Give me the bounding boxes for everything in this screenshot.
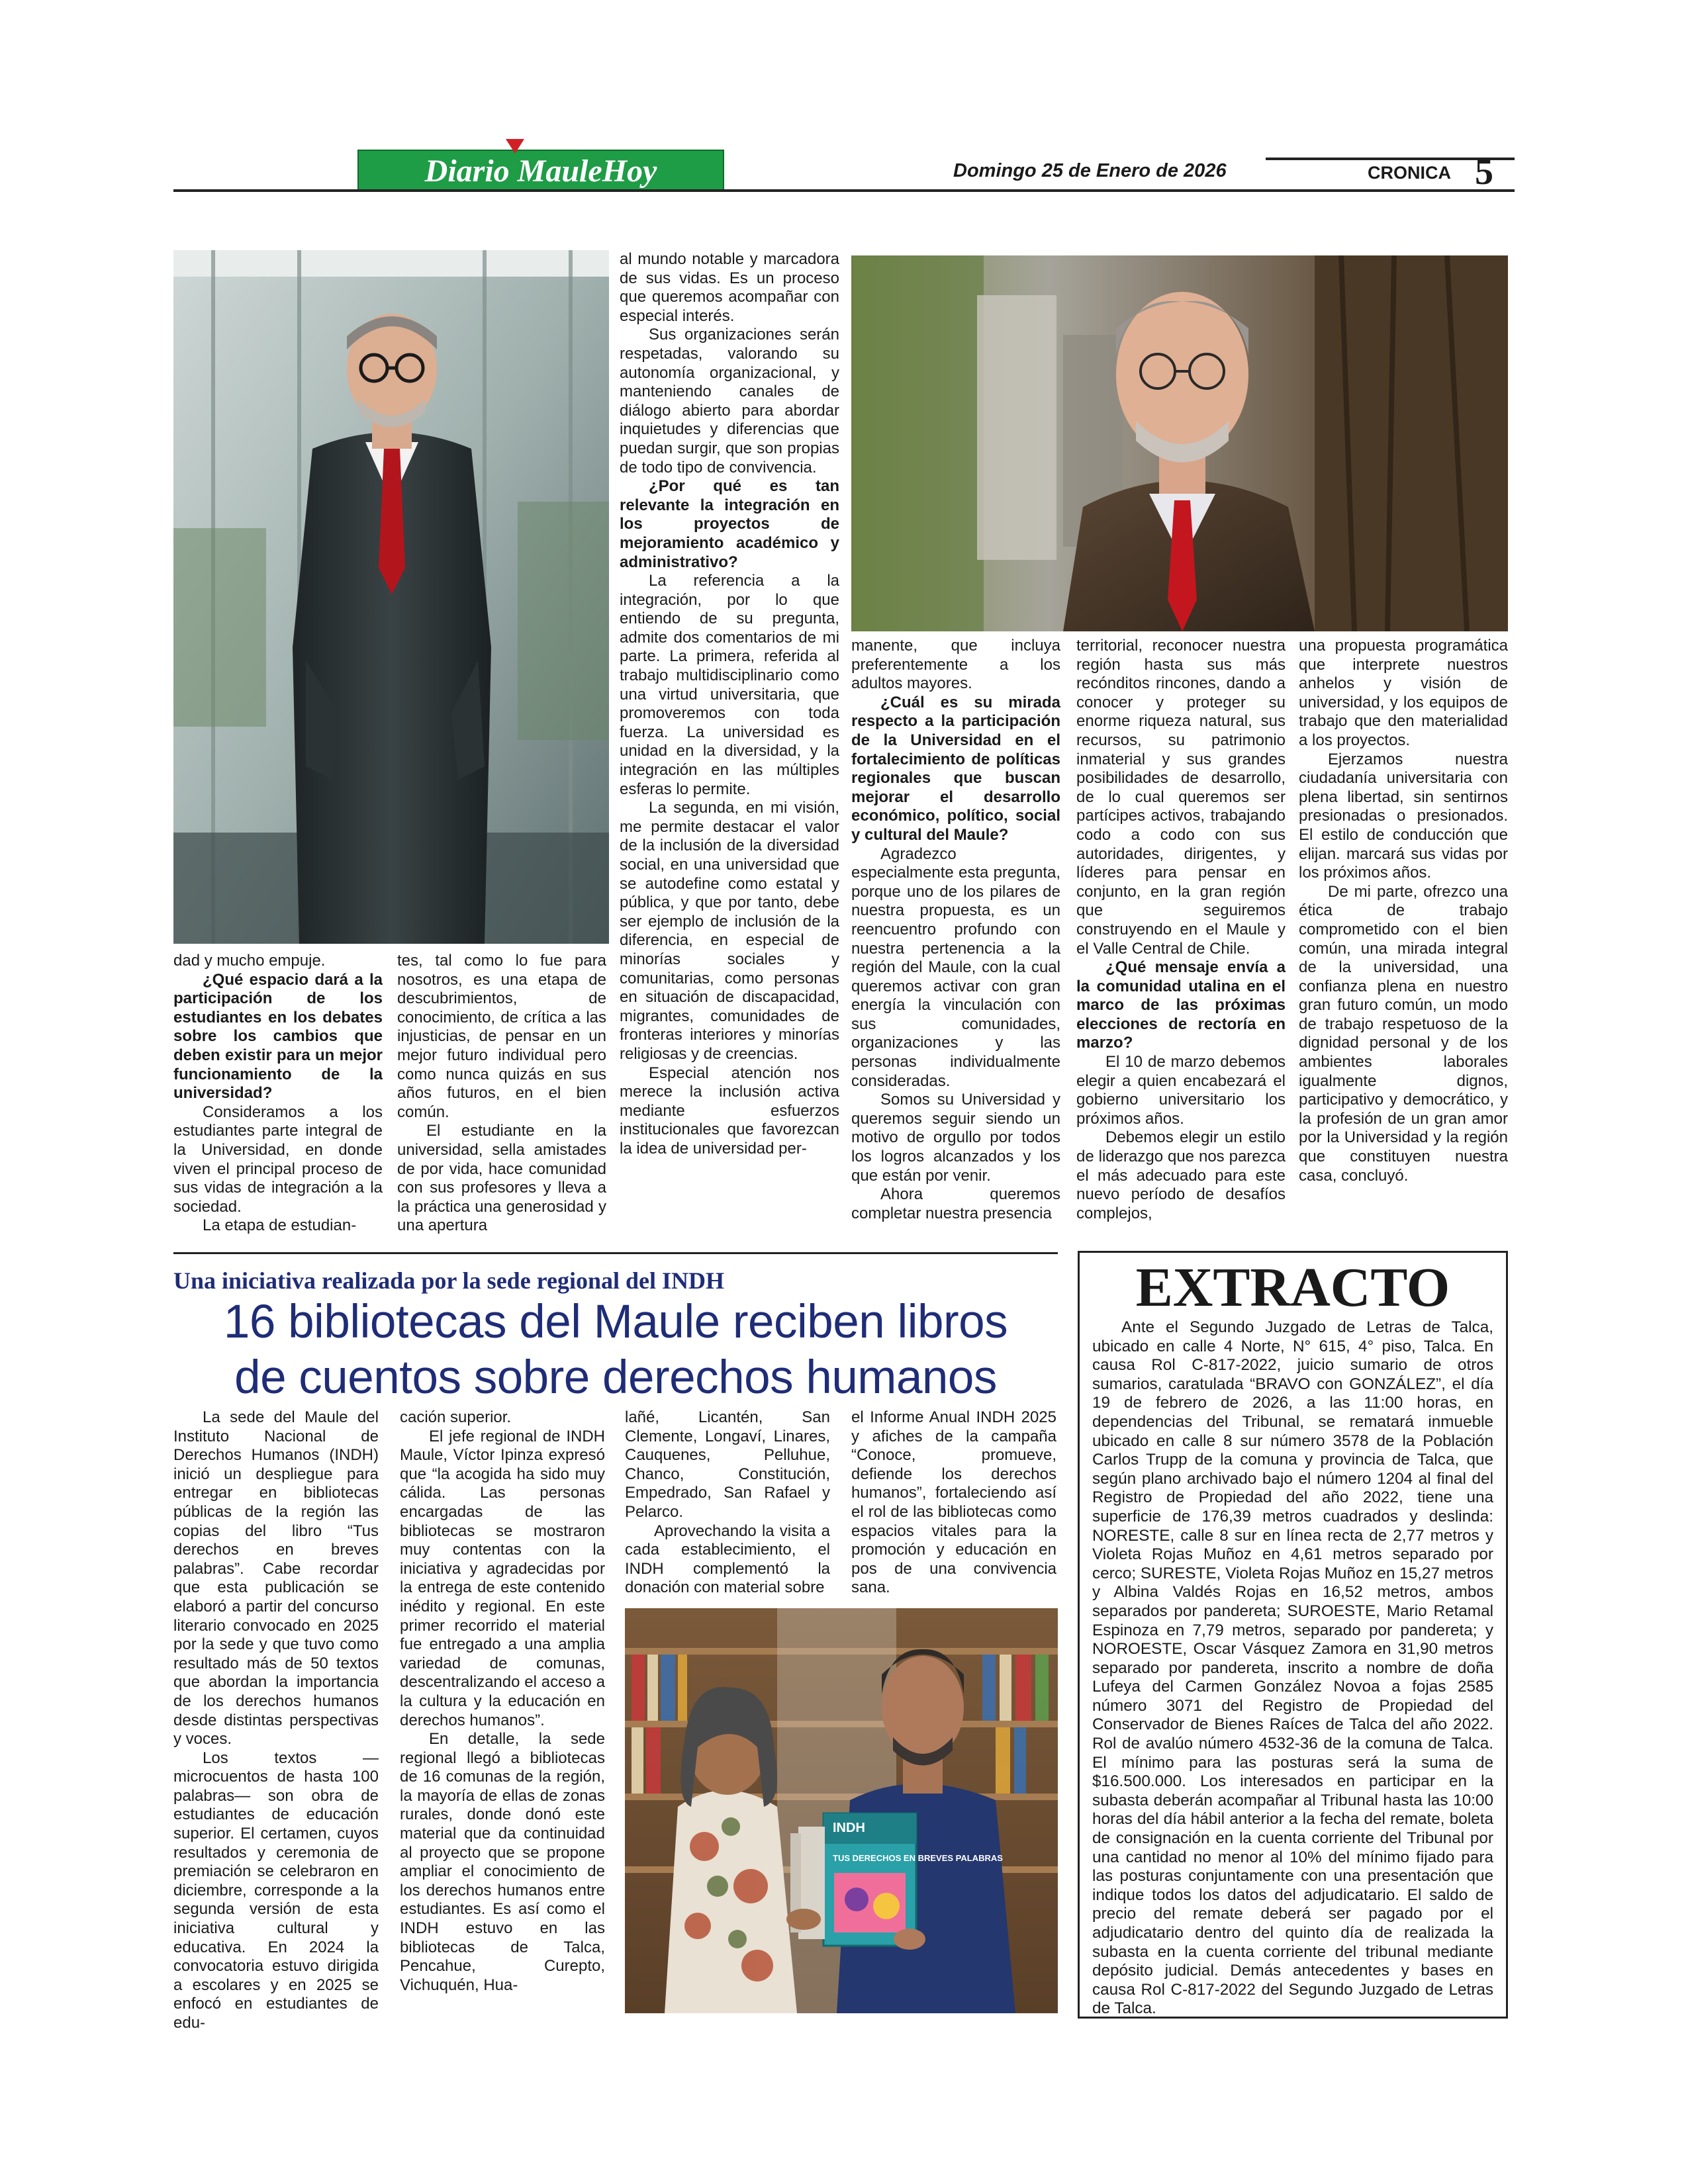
interview-column-2-top [620,250,839,1159]
interview-question: ¿Qué espacio dará a la participación de los estudiantes en los debates sobre los cambios que deben existir para un mejor funcionamiento de la universidad? [173,970,383,1103]
header-rule [173,189,1515,192]
body-paragraph: Aprovechando la visita a cada establecimiento, el INDH complementó la donación con material sobre [625,1522,830,1597]
section-divider [173,1252,1058,1254]
body-paragraph: dad y mucho empuje. [173,952,326,970]
interview-column-2-bottom [397,952,606,1236]
photo-book-delivery [625,1608,1058,2013]
body-paragraph: El estudiante en la universidad, sella amistades de por vida, hace comunidad con sus profesores y lleva a la práctica una generosidad y una apertura [397,1122,606,1235]
interview-column-3 [851,637,1060,1223]
body-paragraph: Consideramos a los estudiantes parte integral de la Universidad, en donde viven el principal proceso de sus vidas de integración a la sociedad. [173,1103,383,1216]
article-kicker: Una iniciativa realizada por la sede regional del INDH [173,1267,725,1294]
legal-notice-paragraph: Ante el Segundo Juzgado de Letras de Talca, ubicado en calle 4 Norte, N° 615, 4° piso, Talca. En causa Rol C-817-2022, juicio sumario de otros sumarios, caratulada “BRAVO con GONZÁLEZ”, el día 19 de febrero de 2026, a las 11:00 horas, en dependencias del Tribunal, se rematará inmueble ubicado en calle 8 sur número 3578 de la Población Carlos Trupp de la comuna y provincia de Talca, que según plano archivado bajo el número 1204 al final del Registro de Propiedad del año 2022, tiene una superficie de 176,39 metros cuadrados y deslinda: NORESTE, calle 8 sur en línea recta de 2,77 metros y Violeta Rojas Muñoz en 4,61 metros separado por cerco; SURESTE, Violeta Rojas Muñoz en 15,27 metros y Albina Valdés Rojas en 16,52 metros, ambos separados por pandereta; SUROESTE, Mario Retamal Espinoza en 7,79 metros, separado por pandereta; y NOROESTE, Oscar Vásquez Zamora en 31,90 metros separado por pandereta, inscrito a nombre de doña Lufeya del Carmen González Novoa a fojas 2585 número 3071 del Registro de Propiedad del Conservador de Bienes Raíces de Talca del año 2022. Rol de avalúo número 4532-36 de la comuna de Talca. El mínimo para las posturas será la suma de $16.500.000. Los interesados en participar en la subasta deberán acompañar al Tribunal hasta las 10:00 horas del día hábil anterior a la fecha del remate, boleta de consignación en la cuenta corriente del Tribunal por una cantidad no menor al 10% del mínimo fijado para las posturas conjuntamente con una presentación que indique todos los datos del adjudicatario. El saldo de precio del remate deberá ser pagado por el adjudicatario dentro del quinto día de realizada la subasta en la cuenta corriente del tribunal mediante depósito judicial. Demás antecedentes y bases en causa Rol C-817-2022 del Segundo Juzgado de Letras de Talca. [1092,1318,1493,2018]
indh-column-2 [400,1408,605,1995]
body-paragraph: lañé, Licantén, San Clemente, Longaví, Linares, Cauquenes, Pelluhue, Chanco, Constitución, Empedrado, San Rafael y Pelarco. [625,1408,830,1521]
body-paragraph: El 10 de marzo debemos elegir a quien encabezará el gobierno universitario los próximos años. [1076,1053,1286,1128]
body-paragraph: La referencia a la integración, por lo que entiendo de su pregunta, admite dos comentarios de mi parte. La primera, referida al trabajo multidisciplinario como una virtud universitaria, que promoveremos con toda fuerza. La universidad es unidad en la diversidad, y la integración en las múltiples esferas lo permite. [620,572,839,798]
body-paragraph: Especial atención nos merece la inclusión activa mediante esfuerzos institucionales que favorezcan la idea de universidad per- [620,1064,839,1158]
interview-question: ¿Cuál es su mirada respecto a la participación de la Universidad en el fortalecimiento de políticas regionales que buscan mejorar el desarrollo económico, político, social y cultural del Maule? [851,693,1060,844]
interview-question: ¿Qué mensaje envía a la comunidad utalina en el marco de las próximas elecciones de rectoría en marzo? [1076,958,1286,1052]
indh-column-4 [851,1408,1056,1598]
logo-red-check-icon [506,139,524,154]
photo-man-portrait [851,255,1508,631]
body-paragraph: La etapa de estudian- [203,1216,357,1235]
body-paragraph: el Informe Anual INDH 2025 y afiches de la campaña “Conoce, promueve, defiende los derechos humanos”, fortaleciendo así el rol de las bibliotecas como espacios vitales para la promoción y educación en pos de una convivencia sana. [851,1408,1056,1597]
indh-column-3 [625,1408,830,1598]
interview-question: ¿Por qué es tan relevante la integración en los proyectos de mejoramiento académico y administrativo? [620,477,839,571]
headline-line-2: de cuentos sobre derechos humanos [234,1351,997,1404]
legal-notice-body [1092,1318,1493,2019]
body-paragraph: Debemos elegir un estilo de liderazgo que nos parezca el más adecuado para este nuevo período de desafíos complejos, [1076,1128,1286,1222]
body-paragraph: Somos su Universidad y queremos seguir siendo un motivo de orgullo por todos los logros alcanzados y los que están por venir. [851,1091,1060,1185]
body-paragraph: El jefe regional de INDH Maule, Víctor Ipinza expresó que “la acogida ha sido muy cálida. Las personas encargadas de las bibliotecas se mostraron muy contentas con la iniciativa y agradecidas por la entrega de este contenido inédito y regional. En este primer recorrido el material fue entregado a una amplia variedad de comunas, descentralizando el acceso a la cultura y la educación en derechos humanos”. [400,1427,605,1729]
interview-column-5 [1299,637,1508,1185]
article-headline [173,1295,1058,1406]
body-paragraph: una propuesta programática que interprete nuestros anhelos y visión de universidad, y los equipos de trabajo que den materialidad a los proyectos. [1299,637,1508,749]
issue-date: Domingo 25 de Enero de 2026 [953,160,1227,181]
legal-notice-title: EXTRACTO [1135,1257,1450,1318]
body-paragraph: En detalle, la sede regional llegó a bibliotecas de 16 comunas de la región, la mayoría de ellas de zonas rurales, donde donó este material que da continuidad al proyecto que se propone ampliar el conocimiento de los derechos humanos entre estudiantes. Es así como el INDH estuvo en las bibliotecas de Talca, Pencahue, Curepto, Vichuquén, Hua- [400,1730,605,1994]
interview-column-1-bottom [173,952,383,1236]
body-paragraph: manente, que incluya preferentemente a los adultos mayores. [851,637,1060,693]
body-paragraph: territorial, reconocer nuestra región hasta sus más recónditos rincones, dando a conocer y proteger su enorme riqueza natural, sus recursos, su patrimonio inmaterial y sus grandes posibilidades de desarrollo, de lo cual queremos ser partícipes activos, trabajando codo a codo con sus autoridades, dirigentes, y líderes para pensar en conjunto, en la gran región que seguiremos construyendo en el Maule y el Valle Central de Chile. [1076,637,1286,958]
body-paragraph: Los textos —microcuentos de hasta 100 palabras— son obra de estudiantes de educación superior. El certamen, cuyos resultados y ceremonia de premiación se celebraron en diciembre, corresponde a la segunda versión de esta iniciativa cultural y educativa. En 2024 la convocatoria estuvo dirigida a escolares y en 2025 se enfocó en estudiantes de edu- [173,1749,379,2032]
book-brand: INDH [833,1821,865,1835]
body-paragraph: cación superior. [400,1408,512,1426]
interview-column-4 [1076,637,1286,1223]
section-name: CRONICA [1368,163,1451,183]
body-paragraph: tes, tal como lo fue para nosotros, es una etapa de descubrimientos, de conocimiento, de crítica a las injusticias, de pensar en un mejor futuro individual pero como nunca quizás en sus años futuros, en el bien común. [397,952,606,1121]
body-paragraph: La segunda, en mi visión, me permite destacar el valor de la inclusión de la diversidad social, en una universidad que se autodefine como estatal y pública, y que por tanto, debe ser ejemplo de inclusión de la diferencia, en especial de minorías sociales y comunitarias, como personas en situación de discapacidad, migrantes, comunidades de fronteras interiores y minorías religiosas y de creencias. [620,799,839,1063]
masthead-logo: Diario MauleHoy [357,150,724,191]
page-number: 5 [1475,152,1493,193]
book-title: TUS DERECHOS EN BREVES PALABRAS [833,1853,1003,1863]
body-paragraph: al mundo notable y marcadora de sus vidas. Es un proceso que queremos acompañar con especial interés. [620,250,839,325]
indh-column-1 [173,1408,379,2033]
headline-line-1: 16 bibliotecas del Maule reciben libros [223,1296,1008,1348]
body-paragraph: Agradezco especialmente esta pregunta, porque uno de los pilares de nuestra propuesta, es un reencuentro profundo con nuestra pertenencia a la región del Maule, con la cual queremos activar con gran energía la vinculación con sus comunidades, organizaciones y las personas individualmente consideradas. [851,844,1060,1090]
photo-man-standing [173,250,609,944]
body-paragraph: De mi parte, ofrezco una ética de trabajo comprometido con el bien común, una mirada integral de la universidad, una confianza plena en nuestro gran futuro común, un modo de trabajo respetuoso de la dignidad personal y de los ambientes laborales igualmente dignos, participativo y democrático, y la profesión de un gran amor por la Universidad y la región que constituyen nuestra casa, concluyó. [1299,882,1508,1185]
body-paragraph: La sede del Maule del Instituto Nacional de Derechos Humanos (INDH) inició un despliegue para entregar en bibliotecas públicas de la región las copias del libro “Tus derechos en breves palabras”. Cabe recordar que esta publicación se elaboró a partir del concurso literario convocado en 2025 por la sede y que tuvo como resultado más de 50 textos que abordan la importancia de los derechos humanos desde distintas perspectivas y voces. [173,1408,379,1749]
body-paragraph: Sus organizaciones serán respetadas, valorando su autonomía organizacional, y manteniendo canales de diálogo abierto para abordar inquietudes y diferencias que puedan surgir, que son propias de todo tipo de convivencia. [620,326,839,477]
body-paragraph: Ejerzamos nuestra ciudadanía universitaria con plena libertad, sin sentirnos presionadas o presionados. El estilo de conducción que elijan. marcará sus vidas por los próximos años. [1299,750,1508,882]
body-paragraph: Ahora queremos completar nuestra presencia [851,1185,1060,1222]
